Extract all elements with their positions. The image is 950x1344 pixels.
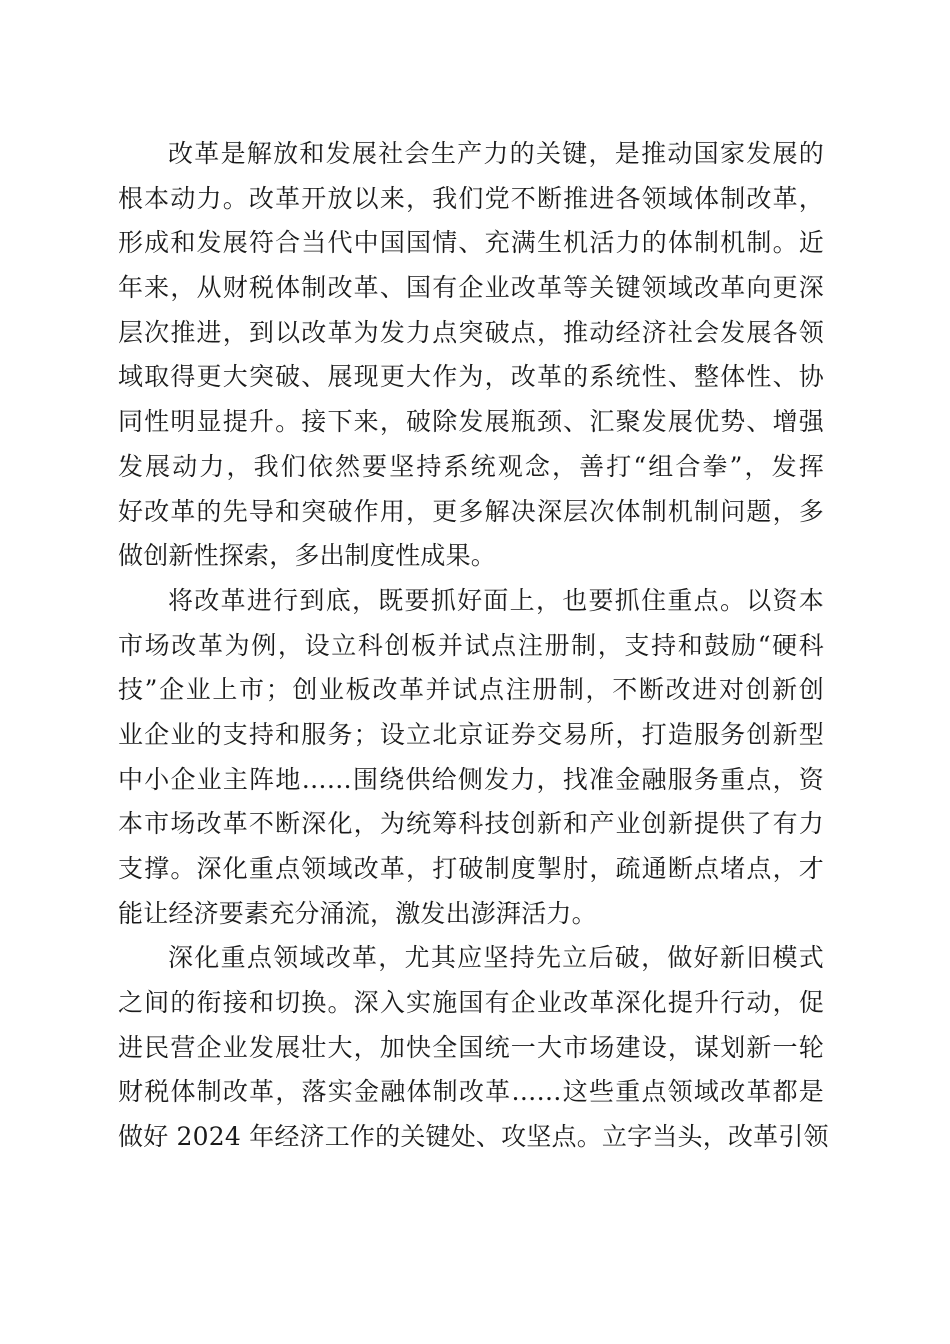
paragraph-line: 根本动力。改革开放以来，我们党不断推进各领域体制改革， [118, 183, 824, 213]
paragraph-line: 将改革进行到底，既要抓好面上，也要抓住重点。以资本 [168, 585, 824, 615]
paragraph-line: 发展动力，我们依然要坚持系统观念，善打“组合拳”，发挥 [118, 451, 824, 481]
paragraph-2 [118, 579, 824, 937]
paragraph-line: 年来，从财税体制改革、国有企业改革等关键领域改革向更深 [118, 273, 824, 303]
paragraph-line: 技”企业上市；创业板改革并试点注册制，不断改进对创新创 [118, 675, 824, 705]
paragraph-3 [118, 936, 829, 1159]
paragraph-line: 好改革的先导和突破作用，更多解决深层次体制机制问题，多 [118, 496, 824, 526]
paragraph-line: 形成和发展符合当代中国国情、充满生机活力的体制机制。近 [118, 228, 824, 258]
paragraph-line: 本市场改革不断深化，为统筹科技创新和产业创新提供了有力 [118, 809, 824, 839]
paragraph-line: 市场改革为例，设立科创板并试点注册制，支持和鼓励“硬科 [118, 630, 824, 660]
paragraph-line: 支撑。深化重点领域改革，打破制度掣肘，疏通断点堵点，才 [118, 854, 824, 883]
paragraph-line: 进民营企业发展壮大，加快全国统一大市场建设，谋划新一轮 [118, 1032, 824, 1062]
paragraph-line: 同性明显提升。接下来，破除发展瓶颈、汇聚发展优势、增强 [118, 407, 824, 437]
paragraph-line: 层次推进，到以改革为发力点突破点，推动经济社会发展各领 [118, 317, 824, 347]
paragraph-line: 做创新性探索，多出制度性成果。 [118, 541, 497, 571]
paragraph-line: 之间的衔接和切换。深入实施国有企业改革深化提升行动，促 [118, 988, 824, 1018]
paragraph-1 [118, 132, 824, 579]
paragraph-line: 能让经济要素充分涌流，激发出澎湃活力。 [118, 898, 597, 928]
article-body [118, 132, 829, 1160]
paragraph-line: 深化重点领域改革，尤其应坚持先立后破，做好新旧模式 [168, 943, 824, 973]
paragraph-line: 改革是解放和发展社会生产力的关键，是推动国家发展的 [168, 139, 824, 168]
paragraph-line: 中小企业主阵地……围绕供给侧发力，找准金融服务重点，资 [118, 764, 824, 794]
paragraph-line: 域取得更大突破、展现更大作为，改革的系统性、整体性、协 [118, 362, 824, 392]
paragraph-line: 业企业的支持和服务；设立北京证券交易所，打造服务创新型 [118, 719, 824, 749]
paragraph-line: 做好 2024 年经济工作的关键处、攻坚点。立字当头，改革引领 [118, 1122, 829, 1152]
paragraph-line: 财税体制改革，落实金融体制改革……这些重点领域改革都是 [118, 1077, 824, 1107]
